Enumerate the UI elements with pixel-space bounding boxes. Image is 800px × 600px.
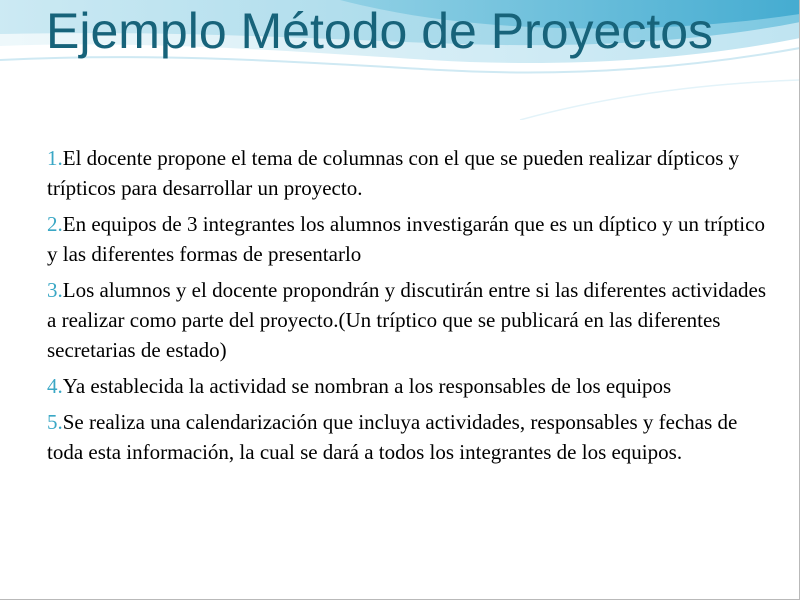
item-number: 2. xyxy=(47,212,63,236)
item-text: Se realiza una calendarización que incluya actividades, responsables y fechas de toda esta información, la cual se dará a todos los integrantes de los equipos. xyxy=(47,410,738,464)
item-text: Ya establecida la actividad se nombran a los responsables de los equipos xyxy=(62,374,672,398)
item-number: 1. xyxy=(47,146,63,170)
list-item xyxy=(47,209,767,269)
list-item xyxy=(47,143,767,203)
item-number: 4. xyxy=(47,374,63,398)
slide-title: Ejemplo Método de Proyectos xyxy=(46,3,714,59)
item-text: Los alumnos y el docente propondrán y discutirán entre si las diferentes actividades a realizar como parte del proyecto.(Un tríptico que se publicará en las diferentes secretarias de estado) xyxy=(47,278,767,362)
item-number: 3. xyxy=(47,278,63,302)
list-item xyxy=(47,371,767,401)
numbered-list xyxy=(47,143,767,473)
item-text: El docente propone el tema de columnas con el que se pueden realizar dípticos y trípticos para desarrollar un proyecto. xyxy=(47,146,740,200)
item-text: En equipos de 3 integrantes los alumnos investigarán que es un díptico y un tríptico y las diferentes formas de presentarlo xyxy=(47,212,765,266)
list-item xyxy=(47,407,767,467)
list-item xyxy=(47,275,767,365)
item-number: 5. xyxy=(47,410,63,434)
